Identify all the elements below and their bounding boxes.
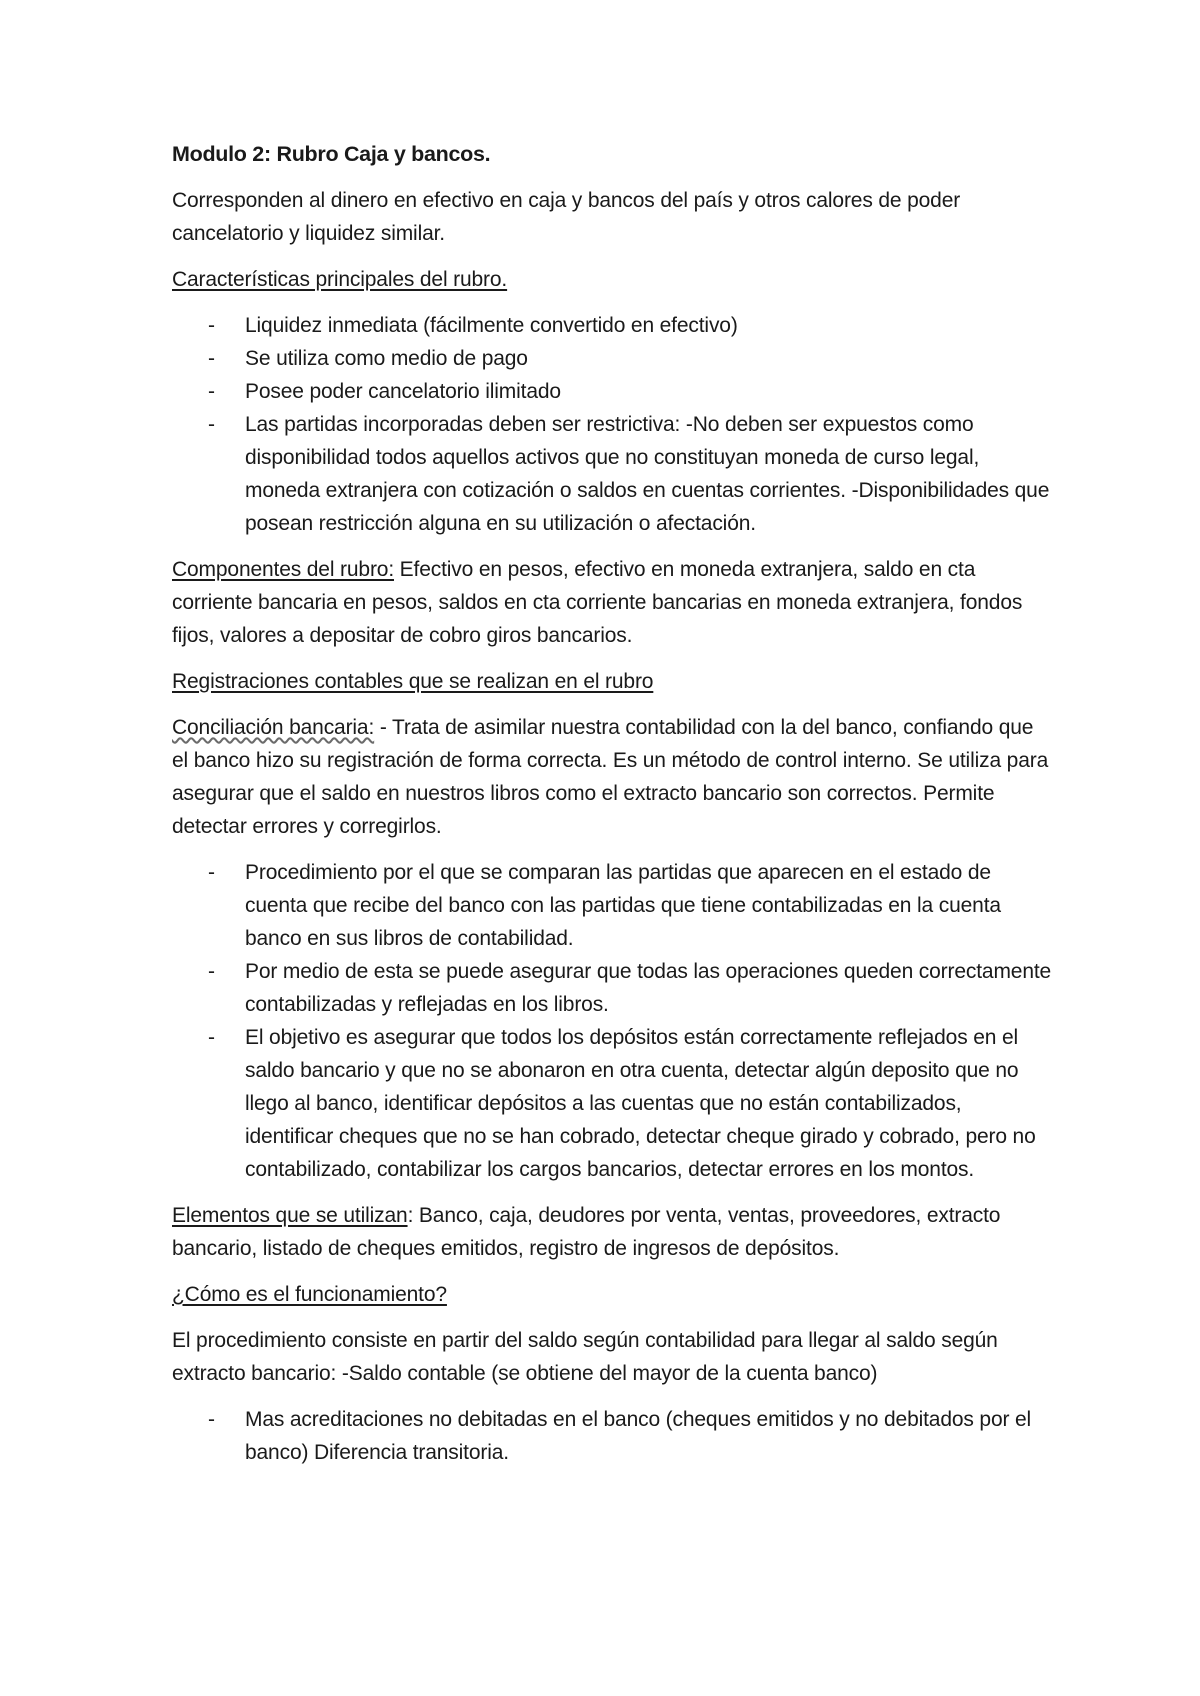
characteristics-list: [172, 309, 1052, 540]
list-item: [172, 375, 1052, 408]
list-item-text: Posee poder cancelatorio ilimitado: [245, 380, 561, 403]
reconciliation-text: - Trata de asimilar nuestra contabilidad con la del banco, confiando que el banco hizo su registración de forma correcta. Es un método de control interno. Se utiliza para asegurar que el saldo en nuestros libros como el extracto bancario son correctos. Permite detectar errores y corregirlos.: [172, 716, 1049, 838]
list-item: [172, 1403, 1052, 1469]
list-item: [172, 342, 1052, 375]
list-item: [172, 856, 1052, 955]
document-title: Modulo 2: Rubro Caja y bancos.: [172, 142, 491, 166]
dash-bullet: -: [208, 413, 215, 436]
elements-paragraph: [172, 1199, 1052, 1265]
list-item-text: Procedimiento por el que se comparan las partidas que aparecen en el estado de cuenta que recibe del banco con las partidas que tiene contabilizadas en la cuenta banco en sus libros de contabilidad.: [245, 861, 1001, 950]
list-item: [172, 955, 1052, 1021]
characteristics-heading-text: Características principales del rubro.: [172, 268, 508, 291]
dash-bullet: -: [208, 1408, 215, 1431]
components-text: Efectivo en pesos, efectivo en moneda extranjera, saldo en cta corriente bancaria en pesos, saldos en cta corriente bancarias en moneda extranjera, fondos fijos, valores a depositar de cobro giros bancarios.: [172, 558, 1023, 647]
dash-bullet: -: [208, 380, 215, 403]
elements-heading-colon: :: [407, 1204, 414, 1227]
components-heading: Componentes del rubro:: [172, 558, 394, 581]
functioning-list: [172, 1403, 1052, 1469]
list-item: [172, 408, 1052, 540]
reconciliation-list: [172, 856, 1052, 1186]
reconciliation-heading: Conciliación bancaria:: [172, 716, 375, 739]
dash-bullet: -: [208, 1026, 215, 1049]
elements-heading: Elementos que se utilizan: [172, 1204, 408, 1227]
elements-text: Banco, caja, deudores por venta, ventas, proveedores, extracto bancario, listado de cheques emitidos, registro de ingresos de depósitos.: [172, 1204, 1001, 1260]
list-item: [172, 1021, 1052, 1186]
intro-paragraph: Corresponden al dinero en efectivo en caja y bancos del país y otros calores de poder cancelatorio y liquidez similar.: [172, 189, 961, 245]
functioning-heading: [172, 1278, 1052, 1311]
list-item-text: Se utiliza como medio de pago: [245, 347, 528, 370]
list-item-text: Liquidez inmediata (fácilmente convertido en efectivo): [245, 314, 738, 337]
components-paragraph: [172, 553, 1052, 652]
dash-bullet: -: [208, 314, 215, 337]
registrations-heading-text: Registraciones contables que se realizan en el rubro: [172, 670, 654, 693]
registrations-heading: [172, 665, 1052, 698]
list-item-text: Mas acreditaciones no debitadas en el banco (cheques emitidos y no debitados por el banco) Diferencia transitoria.: [245, 1408, 1032, 1464]
reconciliation-paragraph: [172, 711, 1052, 843]
dash-bullet: -: [208, 861, 215, 884]
list-item: [172, 309, 1052, 342]
document-page: [172, 138, 1052, 1482]
dash-bullet: -: [208, 960, 215, 983]
functioning-paragraph: El procedimiento consiste en partir del saldo según contabilidad para llegar al saldo según extracto bancario: -Saldo contable (se obtiene del mayor de la cuenta banco): [172, 1329, 998, 1385]
dash-bullet: -: [208, 347, 215, 370]
list-item-text: El objetivo es asegurar que todos los depósitos están correctamente reflejados en el saldo bancario y que no se abonaron en otra cuenta, detectar algún deposito que no llego al banco, identificar depósitos a las cuentas que no están contabilizados, identificar cheques que no se han cobrado, detectar cheque girado y cobrado, pero no contabilizado, contabilizar los cargos bancarios, detectar errores en los montos.: [245, 1026, 1036, 1181]
functioning-heading-text: ¿Cómo es el funcionamiento?: [172, 1283, 447, 1306]
list-item-text: Por medio de esta se puede asegurar que todas las operaciones queden correctamente contabilizadas y reflejadas en los libros.: [245, 960, 1052, 1016]
list-item-text: Las partidas incorporadas deben ser restrictiva: -No deben ser expuestos como disponibilidad todos aquellos activos que no constituyan moneda de curso legal, moneda extranjera con cotización o saldos en cuentas corrientes. -Disponibilidades que posean restricción alguna en su utilización o afectación.: [245, 413, 1050, 535]
characteristics-heading: [172, 263, 1052, 296]
